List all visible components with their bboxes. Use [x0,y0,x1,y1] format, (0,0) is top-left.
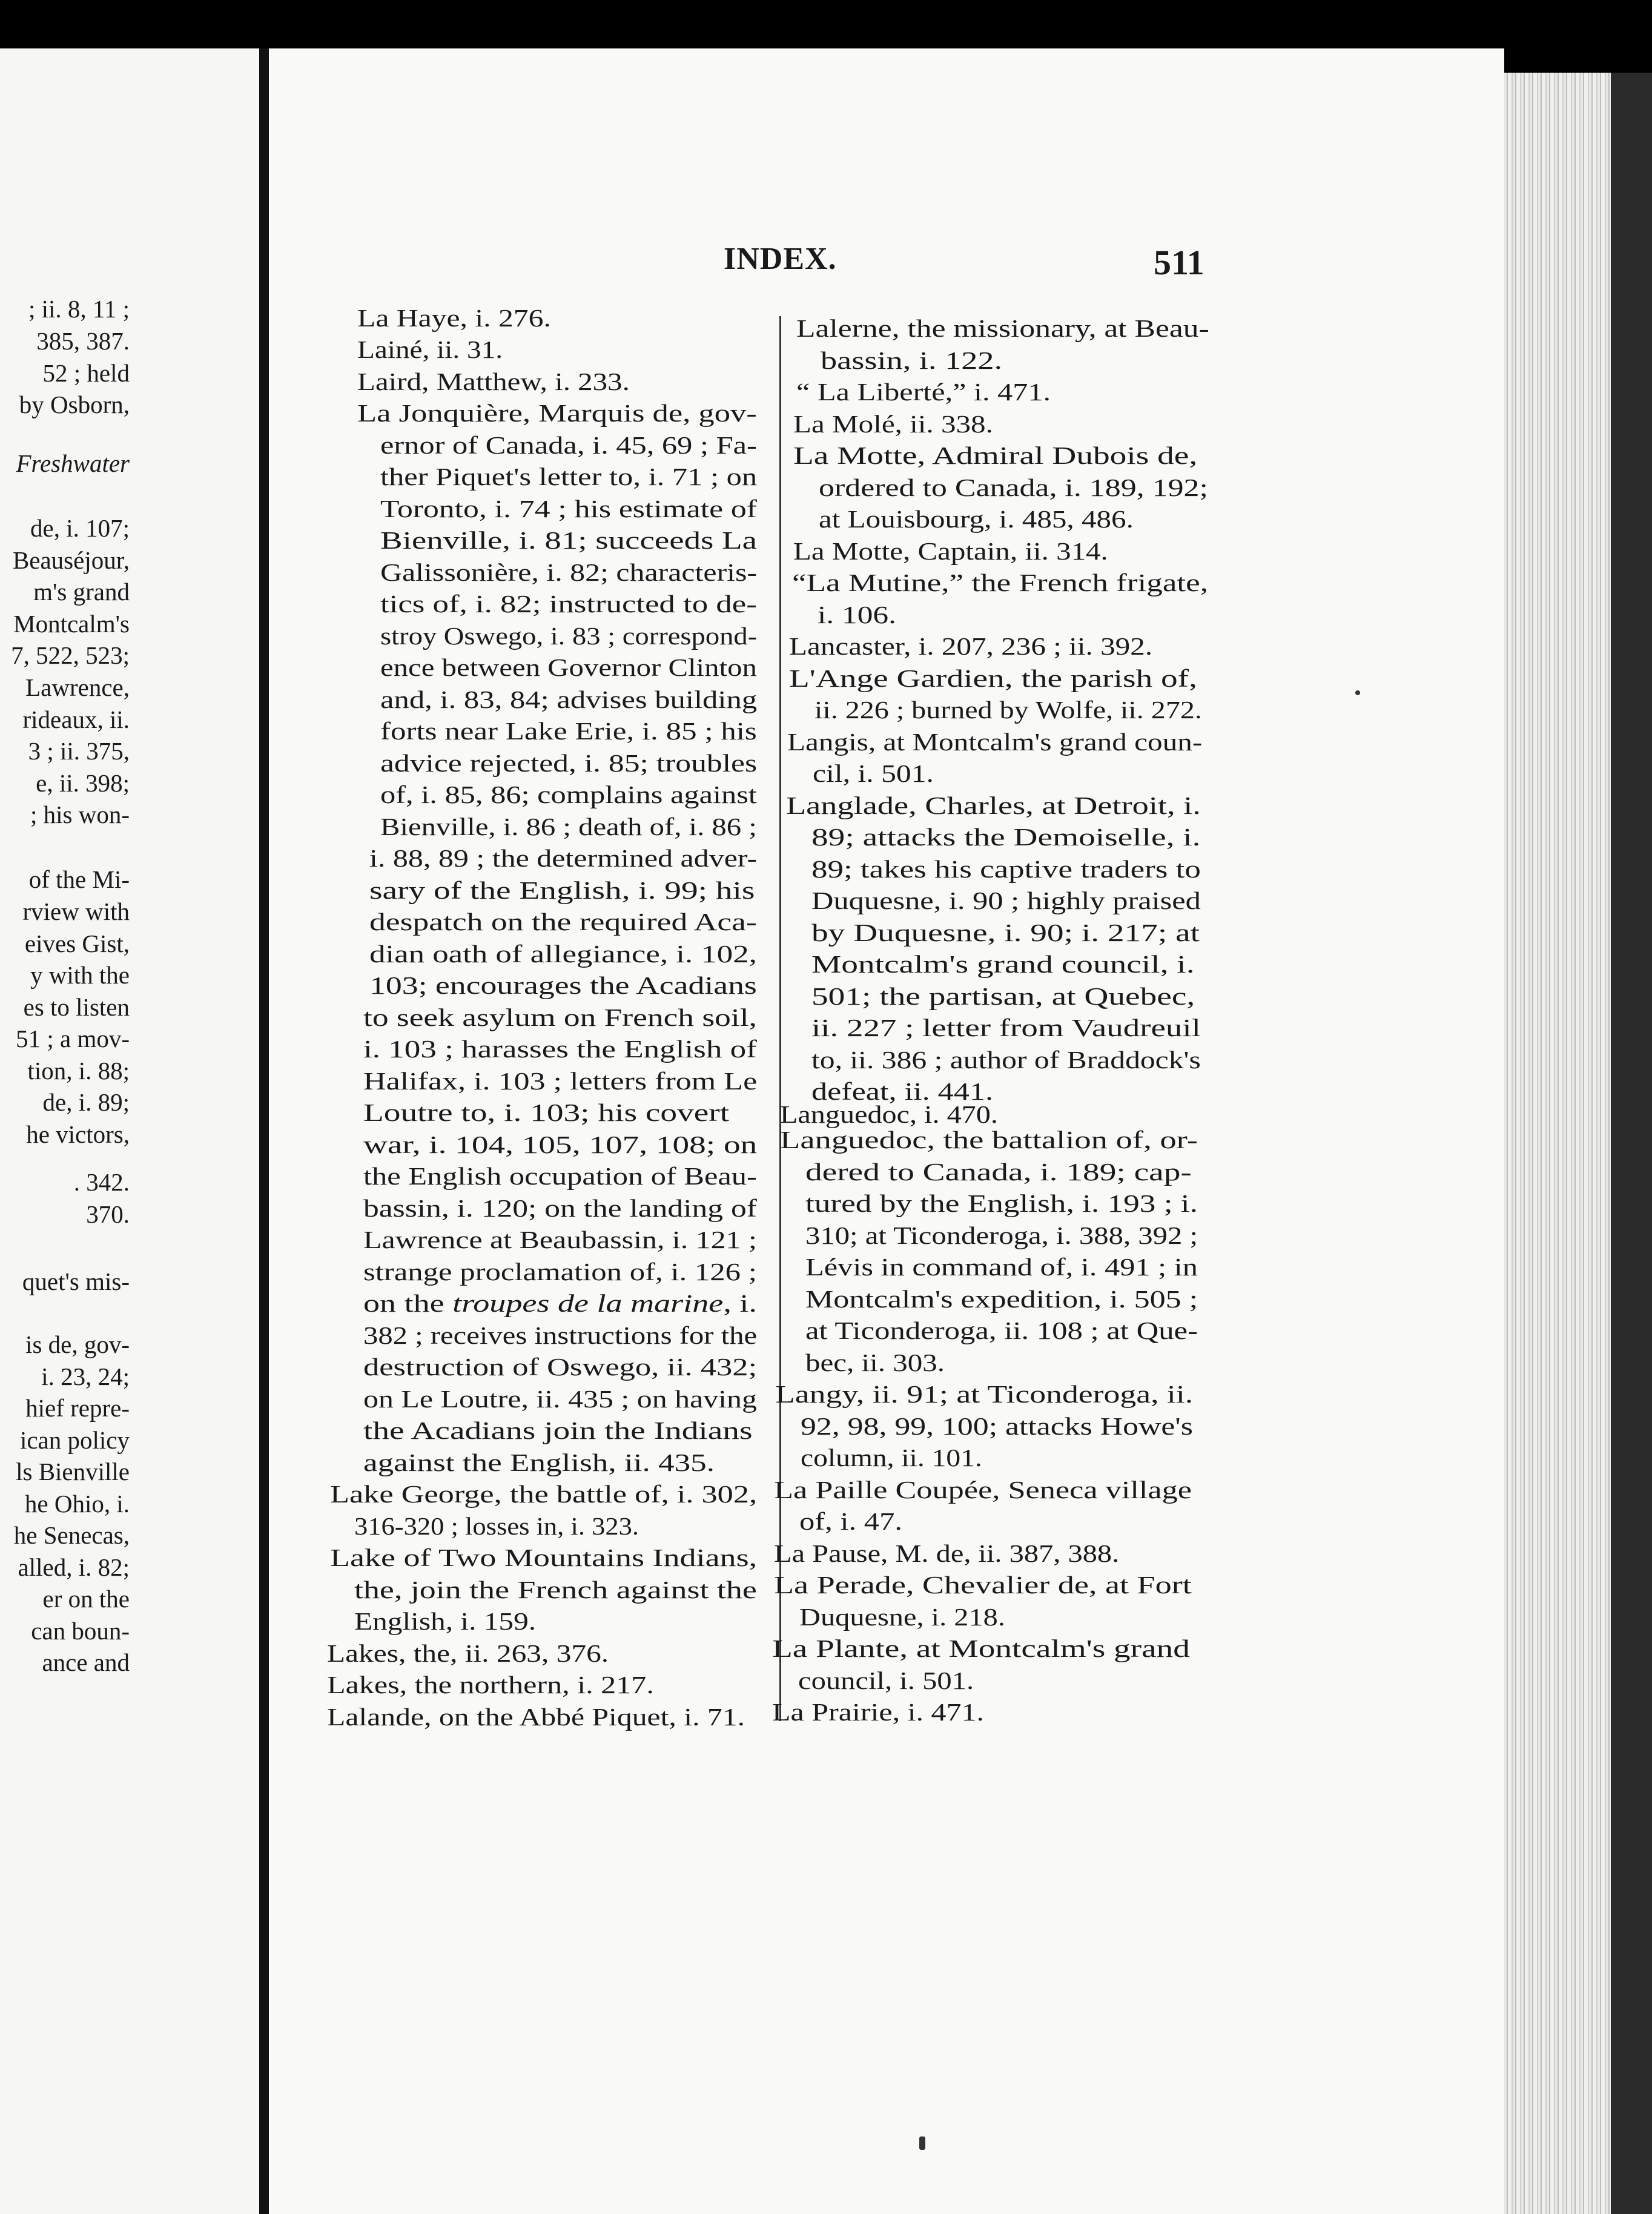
index-entry-line: 501; the partisan, at Quebec, [811,982,1195,1010]
index-entry-line: La Plante, at Montcalm's grand [772,1634,1190,1662]
facing-page-line: eives Gist, [24,930,130,957]
index-entry-line: ther Piquet's letter to, i. 71 ; on [380,463,758,491]
index-entry-line: La Prairie, i. 471. [772,1698,985,1726]
index-entry-line: Lake of Two Mountains Indians, [330,1544,758,1571]
index-entry-line: cil, i. 501. [813,759,934,787]
facing-page-line: 51 ; a mov- [16,1025,130,1052]
index-entry-line: at Louisbourg, i. 485, 486. [819,505,1134,533]
index-entry-line: tured by the English, i. 193 ; i. [805,1189,1198,1217]
index-entry-line: Toronto, i. 74 ; his estimate of [380,495,757,523]
index-entry-line: stroy Oswego, i. 83 ; correspond- [380,622,758,650]
index-entry-line: war, i. 104, 105, 107, 108; on [363,1131,758,1158]
index-entry-line: Lalerne, the missionary, at Beau- [796,314,1209,342]
index-entry-line: Lancaster, i. 207, 236 ; ii. 392. [789,632,1153,660]
index-entry-line: La Molé, ii. 338. [793,410,993,438]
index-entry-line: La Jonquière, Marquis de, gov- [357,399,757,427]
index-entry-line: Lévis in command of, i. 491 ; in [805,1253,1198,1281]
facing-page-line: ; ii. 8, 11 ; [28,295,130,323]
facing-page-line: 385, 387. [36,327,130,355]
index-entry-line: Langy, ii. 91; at Ticonderoga, ii. [775,1380,1194,1408]
index-entry-line: Lake George, the battle of, i. 302, [330,1480,758,1508]
index-entry-line: “La Mutine,” the French frigate, [792,569,1208,596]
index-entry-line: of, i. 85, 86; complains against [380,781,757,808]
index-entry-line: Laird, Matthew, i. 233. [357,368,630,395]
column-divider [779,316,781,1721]
facing-page-line: Freshwater [16,449,130,477]
facing-page-fragment [0,48,259,2214]
facing-page-line: 7, 522, 523; [11,641,130,669]
index-entry-line: Duquesne, i. 218. [799,1603,1005,1631]
facing-page-line: Lawrence, [25,673,130,701]
facing-page-line: ls Bienville [16,1458,130,1485]
facing-page-line: e, ii. 398; [36,769,130,797]
facing-page-line: he Senecas, [13,1521,130,1549]
index-entry-line: dian oath of allegiance, i. 102, [369,940,757,968]
facing-page-line: he victors, [26,1120,130,1148]
index-entry-line: defeat, ii. 441. [811,1077,994,1105]
index-entry-line: Langis, at Montcalm's grand coun- [787,728,1203,756]
index-entry-line: La Perade, Chevalier de, at Fort [774,1571,1192,1599]
facing-page-line: of the Mi- [28,865,130,893]
index-entry-line: against the English, ii. 435. [363,1449,715,1476]
index-entry-line: Bienville, i. 81; succeeds La [380,526,758,554]
index-entry-line: advice rejected, i. 85; troubles [380,749,758,777]
index-entry-line: La Paille Coupée, Seneca village [774,1476,1192,1504]
index-entry-line: i. 106. [818,601,896,629]
index-entry-line: despatch on the required Aca- [369,908,757,936]
index-entry-line: bec, ii. 303. [805,1349,945,1376]
index-entry-line: La Motte, Admiral Dubois de, [793,441,1198,469]
index-entry-line: i. 88, 89 ; the determined adver- [369,844,758,872]
facing-page-line: can boun- [31,1617,130,1645]
facing-page-line: tion, i. 88; [27,1057,130,1085]
index-entry-line: La Haye, i. 276. [357,304,551,332]
facing-page-line: ican policy [19,1426,130,1454]
index-entry-line: 92, 98, 99, 100; attacks Howe's [801,1412,1193,1440]
index-entry-line: to, ii. 386 ; author of Braddock's [811,1046,1201,1074]
index-entry-line: 89; takes his captive traders to [811,855,1201,883]
index-entry-line: Galissonière, i. 82; characteris- [380,558,758,586]
facing-page-line: er on the [42,1585,130,1613]
index-entry-line: of, i. 47. [799,1507,903,1535]
index-entry-line: bassin, i. 122. [821,346,1003,374]
index-entry-line: column, ii. 101. [801,1444,982,1472]
speck [919,2136,925,2150]
index-entry-line: L'Ange Gardien, the parish of, [789,664,1197,692]
facing-page-line: rideaux, ii. [22,706,130,733]
index-entry-line: i. 103 ; harasses the English of [363,1035,757,1063]
index-entry-line: Lakes, the northern, i. 217. [327,1671,654,1699]
index-entry-line: La Pause, M. de, ii. 387, 388. [774,1539,1120,1567]
facing-page-line: ; his won- [30,801,130,828]
index-entry-line: forts near Lake Erie, i. 85 ; his [380,717,757,745]
facing-page-line: . 342. [73,1168,130,1196]
facing-page-line: i. 23, 24; [41,1363,130,1390]
index-entry-line: the, join the French against the [354,1576,757,1604]
facing-page-line: 52 ; held [42,359,130,387]
index-entry-line: bassin, i. 120; on the landing of [363,1194,757,1222]
page-number: 511 [1154,243,1204,282]
index-entry-line: Langlade, Charles, at Detroit, i. [786,791,1201,819]
index-entry-line: Montcalm's grand council, i. [811,950,1195,978]
facing-page-line: Beauséjour, [12,546,130,574]
index-entry-line: 103; encourages the Acadians [369,971,757,999]
index-entry-line: ernor of Canada, i. 45, 69 ; Fa- [380,431,757,459]
facing-page-line: quet's mis- [22,1267,130,1295]
facing-page-line: is de, gov- [25,1330,130,1358]
index-entry-line: to seek asylum on French soil, [363,1003,757,1031]
index-entry-line: Languedoc, i. 470. [780,1100,998,1128]
index-entry-line: on Le Loutre, ii. 435 ; on having [363,1385,757,1413]
index-entry-line: Languedoc, the battalion of, or- [780,1126,1198,1154]
index-entry-line: Lawrence at Beaubassin, i. 121 ; [363,1226,757,1254]
index-entry-line: the Acadians join the Indians [363,1416,753,1444]
facing-page-line: y with the [30,961,130,989]
facing-page-line: m's grand [33,578,130,606]
index-entry-line: ii. 227 ; letter from Vaudreuil [811,1014,1201,1042]
index-entry-line: the English occupation of Beau- [363,1162,757,1190]
facing-page-line: Montcalm's [13,610,130,638]
index-entry-line: ence between Governor Clinton [380,653,757,681]
facing-page-line: ance and [42,1648,130,1676]
index-entry-line: Lakes, the, ii. 263, 376. [327,1639,609,1667]
index-entry-line: on the troupes de la marine, i. [363,1289,757,1317]
index-entry-line: 316-320 ; losses in, i. 323. [354,1512,639,1540]
index-entry-line: ordered to Canada, i. 189, 192; [819,474,1208,501]
page-edges-shadow [1611,73,1652,2214]
index-entry-line: La Motte, Captain, ii. 314. [793,537,1108,565]
index-entry-line: 382 ; receives instructions for the [363,1321,758,1349]
index-entry-line: council, i. 501. [798,1667,974,1694]
index-entry-line: sary of the English, i. 99; his [369,876,755,904]
index-entry-line: Loutre to, i. 103; his covert [363,1099,730,1126]
index-entry-line: 310; at Ticonderoga, i. 388, 392 ; [805,1221,1198,1249]
facing-page-line: de, i. 107; [30,514,130,542]
facing-page-line: 370. [86,1200,130,1228]
index-entry-line: by Duquesne, i. 90; i. 217; at [811,919,1200,947]
index-entry-line: Bienville, i. 86 ; death of, i. 86 ; [380,813,757,841]
book-gutter [259,48,269,2214]
facing-page-line: by Osborn, [19,391,130,418]
index-entry-line: dered to Canada, i. 189; cap- [805,1158,1192,1186]
index-entry-line: Lalande, on the Abbé Piquet, i. 71. [327,1703,745,1731]
index-entry-line: ii. 226 ; burned by Wolfe, ii. 272. [814,696,1202,724]
index-entry-line: Halifax, i. 103 ; letters from Le [363,1067,758,1095]
index-entry-line: destruction of Oswego, ii. 432; [363,1353,758,1381]
index-entry-line: 89; attacks the Demoiselle, i. [811,823,1201,851]
index-entry-line: at Ticonderoga, ii. 108 ; at Que- [805,1317,1198,1344]
speck [1355,690,1360,695]
index-entry-line: Duquesne, i. 90 ; highly praised [811,887,1201,914]
facing-page-line: he Ohio, i. [24,1490,130,1518]
facing-page-line: es to listen [23,993,130,1021]
index-entry-line: tics of, i. 82; instructed to de- [380,590,757,618]
running-head: INDEX. [724,242,837,276]
index-entry-line: Lainé, ii. 31. [357,335,503,363]
facing-page-line: de, i. 89; [42,1088,130,1116]
facing-page-line: rview with [22,897,130,925]
index-entry-line: English, i. 159. [354,1607,537,1635]
index-entry-line: strange proclamation of, i. 126 ; [363,1258,757,1286]
facing-page-line: alled, i. 82; [18,1553,130,1581]
index-entry-line: and, i. 83, 84; advises building [380,686,758,713]
facing-page-line: 3 ; ii. 375, [28,737,130,765]
index-entry-line: “ La Liberté,” i. 471. [796,378,1051,406]
facing-page-line: hief repre- [25,1394,130,1422]
index-entry-line: Montcalm's expedition, i. 505 ; [805,1285,1198,1313]
